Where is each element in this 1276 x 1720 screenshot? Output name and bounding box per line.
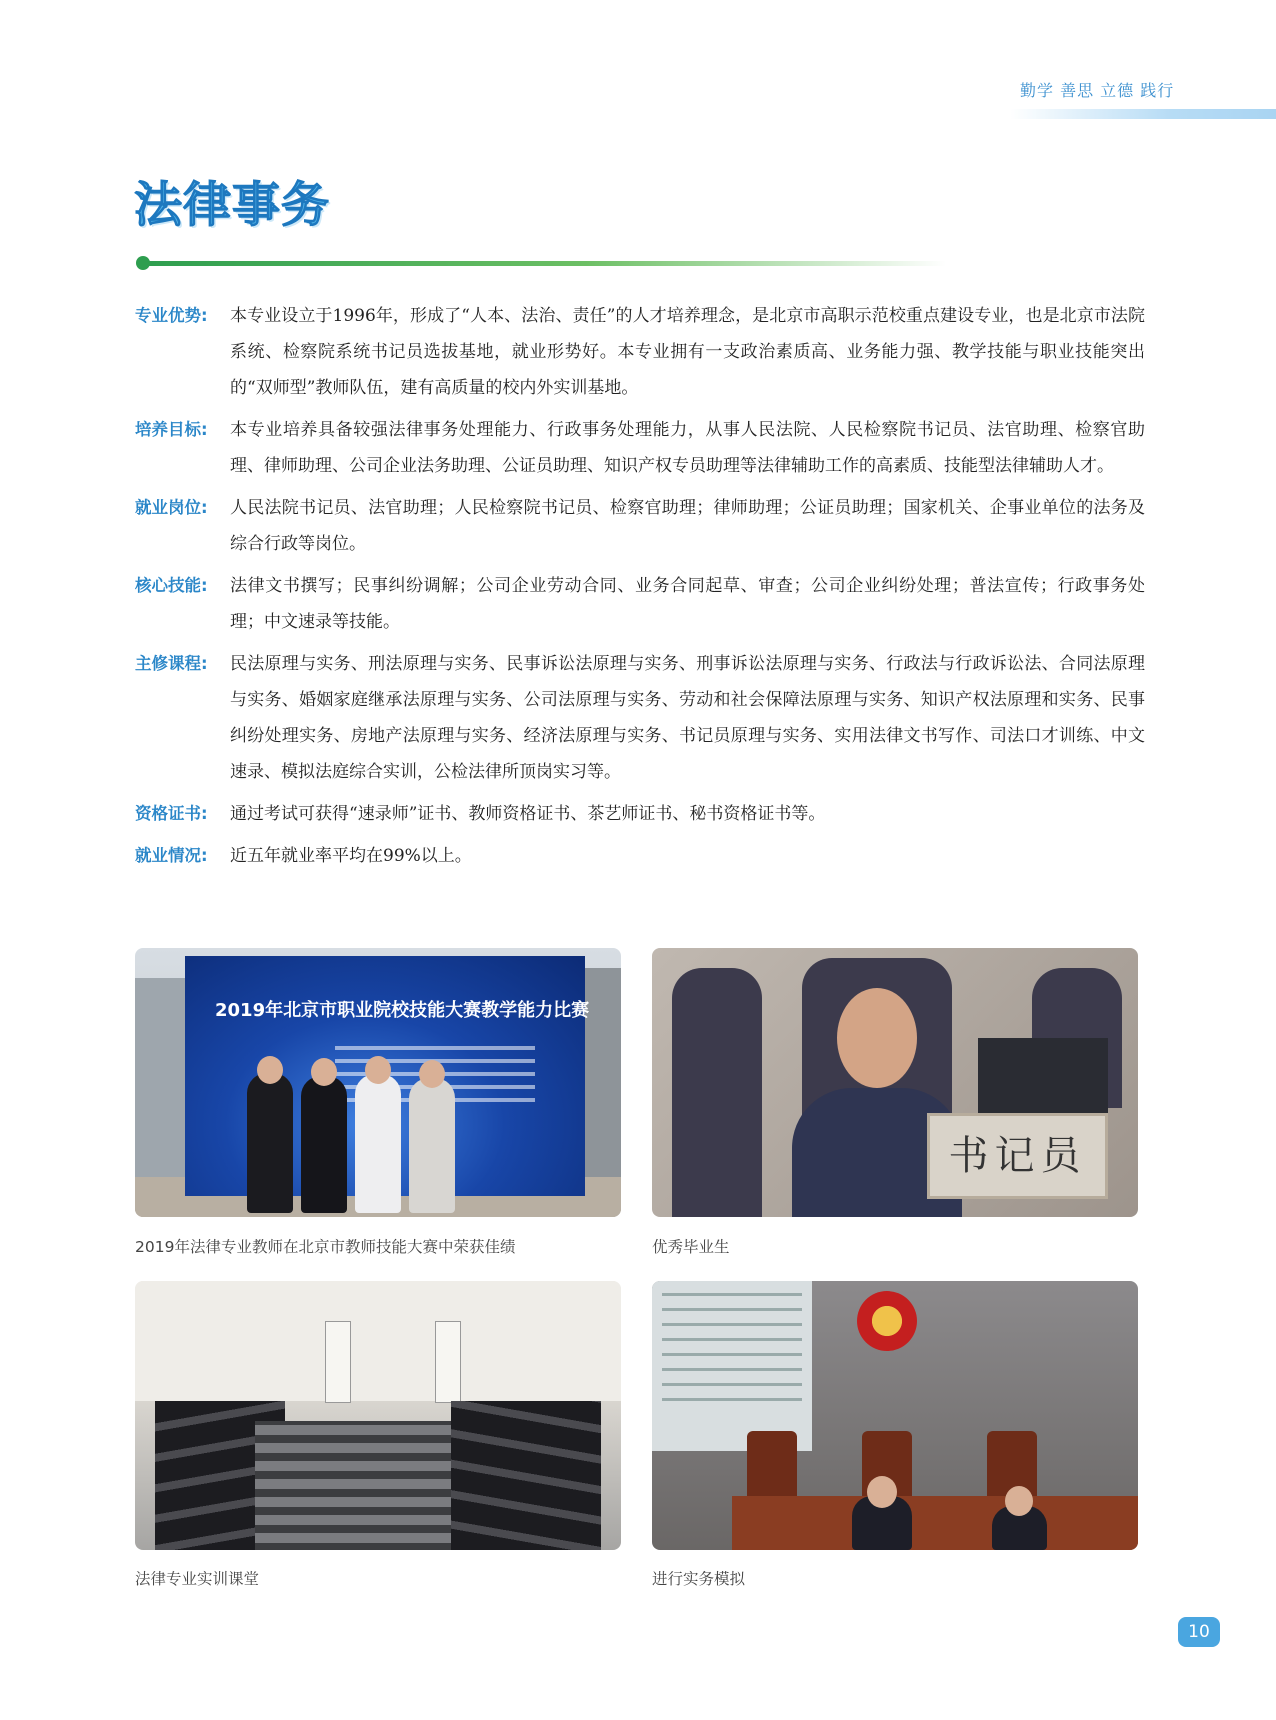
page-title: 法律事务 [134,177,331,233]
section-goals [135,412,1145,484]
section-label: 就业情况: [135,846,208,865]
photo-graduate [652,948,1138,1217]
banner-title: 2019年北京市职业院校技能大赛教学能力比赛 [215,1000,590,1021]
section-label: 培养目标: [135,420,208,439]
page-number: 10 [1178,1617,1220,1647]
section-text: 本专业培养具备较强法律事务处理能力、行政事务处理能力，从事人民法院、人民检察院书记员、法官助理、检察官助理、律师助理、公司企业法务助理、公证员助理、知识产权专员助理等法律辅助工作的高素质、技能型法律辅助人才。 [230,420,1145,476]
section-label: 资格证书: [135,804,208,823]
section-text: 人民法院书记员、法官助理；人民检察院书记员、检察官助理；律师助理；公证员助理；国家机关、企事业单位的法务及综合行政等岗位。 [230,498,1145,554]
photo-caption: 法律专业实训课堂 [135,1570,260,1588]
section-text: 通过考试可获得“速录师”证书、教师资格证书、茶艺师证书、秘书资格证书等。 [230,804,826,824]
section-employment [135,838,1145,874]
person [409,1078,455,1213]
photo-caption: 2019年法律专业教师在北京市教师技能大赛中荣获佳绩 [135,1238,516,1256]
person [355,1074,401,1213]
photo-caption: 进行实务模拟 [652,1570,746,1588]
section-label: 核心技能: [135,576,208,595]
program-info [135,298,1145,880]
title-rule [146,261,946,266]
section-certificates [135,796,1145,832]
photo-caption: 优秀毕业生 [652,1238,730,1256]
photo-moot-court [652,1281,1138,1550]
section-jobs [135,490,1145,562]
section-label: 主修课程: [135,654,208,673]
national-emblem-icon [857,1291,917,1351]
photo-classroom [135,1281,621,1550]
header-accent-bar [1010,109,1276,119]
section-label: 专业优势: [135,306,208,325]
section-text: 法律文书撰写；民事纠纷调解；公司企业劳动合同、业务合同起草、审查；公司企业纠纷处理；普法宣传；行政事务处理；中文速录等技能。 [230,576,1145,632]
section-text: 民法原理与实务、刑法原理与实务、民事诉讼法原理与实务、刑事诉讼法原理与实务、行政法与行政诉讼法、合同法原理与实务、婚姻家庭继承法原理与实务、公司法原理与实务、劳动和社会保障法原理与实务、知识产权法原理和实务、民事纠纷处理实务、房地产法原理与实务、经济法原理与实务、书记员原理与实务、实用法律文书写作、司法口才训练、中文速录、模拟法庭综合实训，公检法律所顶岗实习等。 [230,654,1145,782]
clerk-nameplate: 书记员 [927,1113,1108,1199]
person [301,1076,347,1213]
section-advantages [135,298,1145,406]
section-text: 本专业设立于1996年，形成了“人本、法治、责任”的人才培养理念，是北京市高职示范校重点建设专业，也是北京市法院系统、检察院系统书记员选拔基地，就业形势好。本专业拥有一支政治素质高、业务能力强、教学技能与职业技能突出的“双师型”教师队伍，建有高质量的校内外实训基地。 [230,306,1145,398]
section-text: 近五年就业率平均在99%以上。 [230,846,472,866]
section-core-skills [135,568,1145,640]
photo-competition [135,948,621,1217]
section-courses [135,646,1145,790]
header-motto: 勤学 善思 立德 践行 [1020,81,1175,100]
person [247,1073,293,1213]
section-label: 就业岗位: [135,498,208,517]
